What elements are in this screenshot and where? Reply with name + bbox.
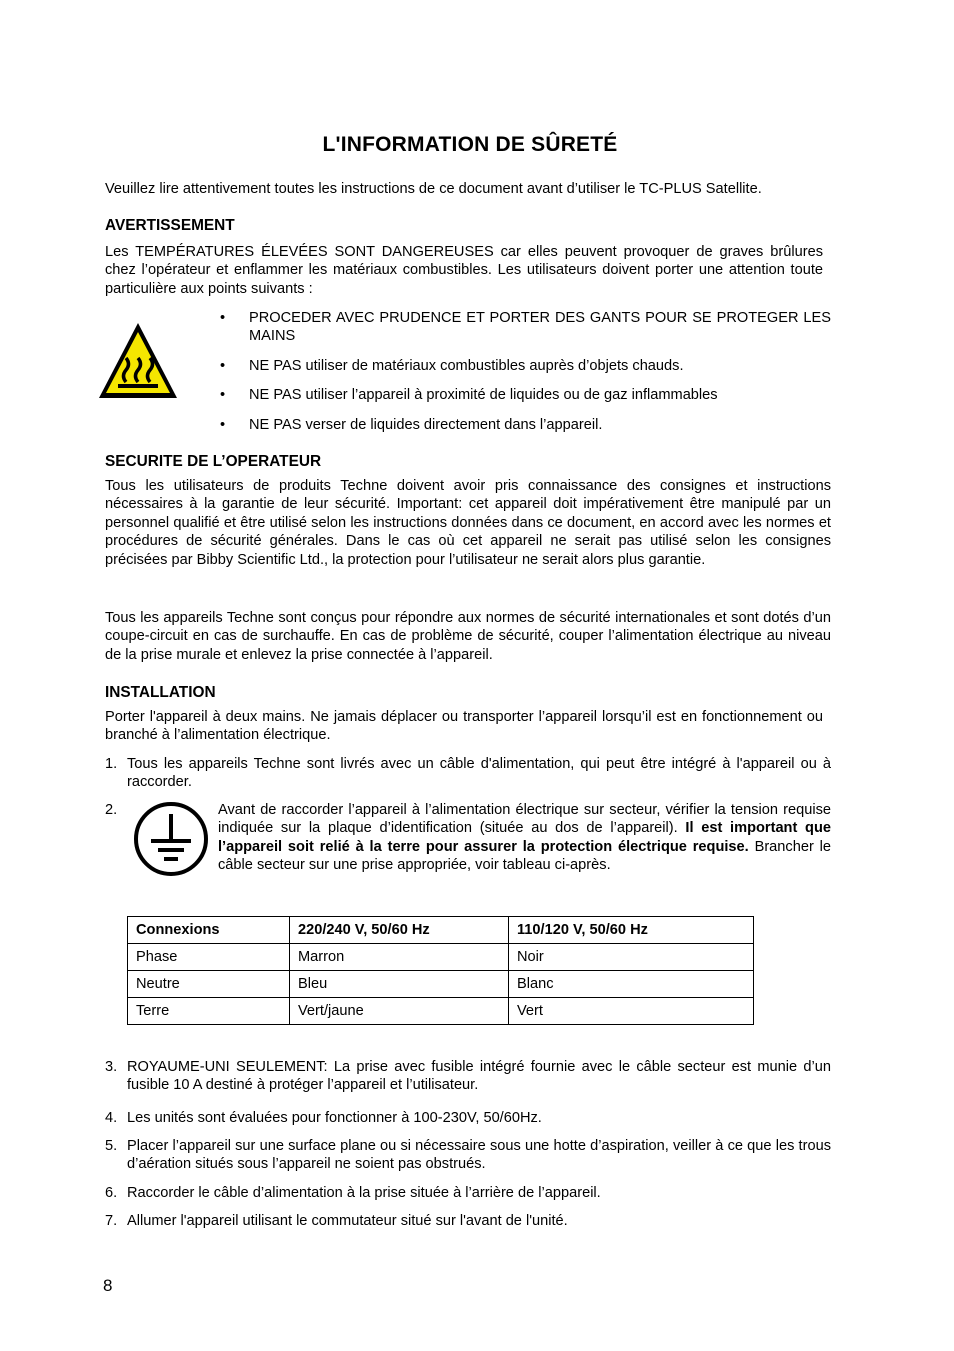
- page-number: 8: [103, 1276, 113, 1295]
- list-item: • NE PAS utiliser l’appareil à proximité de liquides ou de gaz inflammables: [220, 387, 718, 404]
- table-cell: Bleu: [290, 971, 509, 998]
- ground-earth-icon: [133, 801, 209, 877]
- table-cell: Terre: [128, 998, 290, 1025]
- warning-bullet-list: [220, 309, 831, 445]
- table-cell: Neutre: [128, 971, 290, 998]
- installation-heading: INSTALLATION: [105, 684, 216, 701]
- table-cell: Vert/jaune: [290, 998, 509, 1025]
- operator-safety-para-2: Tous les appareils Techne sont conçus pour répondre aux normes de sécurité internationales et sont dotés d’un coupe-circuit en cas de surchauffe. En cas de problème de sécurité, couper l’alimentation électrique au niveau de la prise murale et enlevez la prise connectée à l’appareil.: [105, 610, 831, 663]
- list-item: • NE PAS utiliser de matériaux combustibles auprès d’objets chauds.: [220, 357, 684, 374]
- table-header: 110/120 V, 50/60 Hz: [509, 917, 754, 944]
- table-row: [128, 998, 754, 1025]
- table-cell: Vert: [509, 998, 754, 1025]
- table-row: [128, 971, 754, 998]
- bullet-icon: •: [220, 310, 226, 326]
- operator-safety-heading: SECURITE DE L’OPERATEUR: [105, 453, 322, 470]
- table-header-row: [128, 917, 754, 944]
- bullet-icon: •: [220, 416, 226, 433]
- table-cell: Blanc: [509, 971, 754, 998]
- table-cell: Noir: [509, 944, 754, 971]
- earth-instructions: Avant de raccorder l’appareil à l’alimentation électrique sur secteur, vérifier la tension requise indiquée sur la plaque d’identification (située au dos de l’appareil). Il est important que l’appareil soit relié à la terre pour assurer la protection électrique requise. Brancher le câble secteur sur une prise appropriée, voir tableau ci-après.: [218, 802, 832, 874]
- warning-heading: AVERTISSEMENT: [105, 217, 235, 234]
- table-cell: Phase: [128, 944, 290, 971]
- manual-page: L'INFORMATION DE SÛRETÉ Veuillez lire attentivement toutes les instructions de ce document avant d’utiliser le TC-PLUS Satellite. AVERTISSEMENT Les TEMPÉRATURES ÉLEVÉES SONT DANGEREUSES car elles peuvent provoquer de graves brûlures chez l’opérateur et enflammer les matériaux combustibles. Les utilisateurs doivent porter une attention toute particulière aux points suivants : • PROCEDER AVEC PRUDENCE ET PORTER DES GANTS POUR SE PROTEGER LES MAINS • NE PAS utiliser de matériaux combustibles auprès d’objets chauds. • NE PAS utiliser l’appareil à proximité de liquides ou de gaz inflammables • NE PAS verser de liquides directement dans l’appareil. SECURITE DE L’OPERATEUR Tous les utilisateurs de produits Techne doivent avoir pris connaissance des consignes et instructions nécessaires à la garantie de leur sécurité. Important: cet appareil doit impérativement être manipulé par un personnel qualifié et être utilisé selon les instructions données dans ce document, en accord avec les normes et procédures de sécurité générales. Dans le cas où cet appareil ne serait pas utilisé selon les consignes précisées par Bibby Scientific Ltd., la protection pour l’utilisateur ne serait alors plus garantie. Tous les appareils Techne sont conçus pour répondre aux normes de sécurité internationales et sont dotés d’un coupe-circuit en cas de surchauffe. En cas de problème de sécurité, couper l’alimentation électrique au niveau de la prise murale et enlevez la prise connectée à l’appareil. INSTALLATION Porter l'appareil à deux mains. Ne jamais déplacer ou transporter l’appareil lorsqu’il est en fonctionnement ou branché à l’alimentation électrique. 1. Tous les appareils Techne sont livrés avec un câble d'alimentation, qui peut être intégré à l'appareil ou à raccorder. 2. Avant de raccorder l’appareil à l’alimentation électrique sur secteur, vérifier la tension requise indiquée sur la plaque d’identification (située au dos de l’appareil). Il est important que l’appareil soit relié à la terre pour assurer la protection électrique requise. Brancher le câble secteur sur une prise appropriée, voir tableau ci-après. Connexions 220/240 V, 50/60 Hz 110/120 V, 50/60 Hz Phase Marron Noir Neutre Bleu Blanc Terre Vert/jaune Vert 3. ROYAUME-UNI SEULEMENT: La prise avec fusible intégré fournie avec le câble secteur est munie d’un fusible 10 A destiné à protéger l’appareil et l’utilisateur. 4. Les unités sont évaluées pour fonctionner à 100-230V, 50/60Hz. 5. Placer l’appareil sur une surface plane ou si nécessaire sous une hotte d’aspiration, veiller à ce que les trous d’aération situés sous l’appareil ne soient pas obstrués. 6. Raccorder le câble d’alimentation à la prise située à l’arrière de l’appareil. 7. Allumer l'appareil utilisant le commutateur situé sur l'avant de l'unité. 8: [0, 0, 954, 1351]
- page-title: L'INFORMATION DE SÛRETÉ: [322, 133, 618, 156]
- warning-text: Les TEMPÉRATURES ÉLEVÉES SONT DANGEREUSES car elles peuvent provoquer de graves brûlures chez l’opérateur et enflammer les matériaux combustibles. Les utilisateurs doivent porter une attention toute particulière aux points suivants :: [105, 244, 823, 297]
- table-row: [128, 944, 754, 971]
- bullet-icon: •: [220, 357, 226, 374]
- intro-text: Veuillez lire attentivement toutes les instructions de ce document avant d’utiliser le TC-PLUS Satellite.: [105, 181, 762, 197]
- operator-safety-para-1: Tous les utilisateurs de produits Techne doivent avoir pris connaissance des consignes et instructions nécessaires à la garantie de leur sécurité. Important: cet appareil doit impérativement être manipulé par un personnel qualifié et être utilisé selon les instructions données dans ce document, en accord avec les normes et procédures de sécurité générales. Dans le cas où cet appareil ne serait pas utilisé selon les consignes précisées par Bibby Scientific Ltd., la protection pour l’utilisateur ne serait alors plus garantie.: [105, 478, 831, 568]
- bullet-icon: •: [220, 387, 226, 404]
- table-header: Connexions: [128, 917, 290, 944]
- table-header: 220/240 V, 50/60 Hz: [290, 917, 509, 944]
- list-item: • NE PAS verser de liquides directement dans l’appareil.: [220, 416, 603, 433]
- installation-intro: Porter l'appareil à deux mains. Ne jamais déplacer ou transporter l’appareil lorsqu’il est en fonctionnement ou branché à l’alimentation électrique.: [105, 709, 823, 744]
- hot-surface-warning-icon: [96, 320, 180, 402]
- connections-table: [127, 916, 754, 1025]
- list-item: • PROCEDER AVEC PRUDENCE ET PORTER DES GANTS POUR SE PROTEGER LES MAINS: [220, 310, 831, 345]
- table-cell: Marron: [290, 944, 509, 971]
